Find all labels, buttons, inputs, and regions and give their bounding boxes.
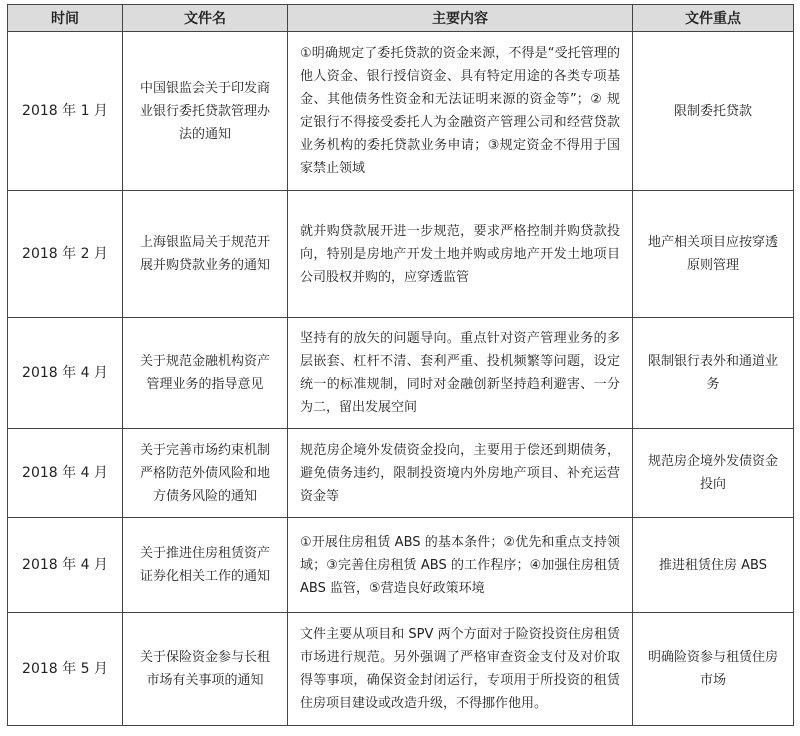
- table-row: [8, 191, 794, 318]
- table-row: [8, 613, 794, 726]
- table-row: [8, 318, 794, 429]
- row-focus: 限制银行表外和通道业务: [633, 318, 794, 429]
- table-row: [8, 429, 794, 518]
- header-focus: 文件重点: [633, 5, 794, 32]
- table-row: [8, 518, 794, 613]
- row-focus: 明确险资参与租赁住房市场: [633, 613, 794, 726]
- row-content: ①开展住房租赁 ABS 的基本条件；②优先和重点支持领域；③完善住房租赁 ABS 的工作程序；④加强住房租赁 ABS 监管，⑤营造良好政策环境: [288, 518, 633, 613]
- row-content: 就并购贷款展开进一步规范，要求严格控制并购贷款投向，特别是房地产开发土地并购或房地产开发土地项目公司股权并购的，应穿透监管: [288, 191, 633, 318]
- header-row: [8, 5, 794, 32]
- row-name: 上海银监局关于规范开展并购贷款业务的通知: [123, 191, 288, 318]
- row-content: ①明确规定了委托贷款的资金来源，不得是“受托管理的他人资金、银行授信资金、具有特定用途的各类专项基金、其他债务性资金和无法证明来源的资金等”；② 规定银行不得接受委托人为金融资产管理公司和经营贷款业务机构的委托贷款业务申请；③规定资金不得用于国家禁止领域: [288, 32, 633, 191]
- row-focus: 地产相关项目应按穿透原则管理: [633, 191, 794, 318]
- row-focus: 规范房企境外发债资金投向: [633, 429, 794, 518]
- row-date: 2018 年 4 月: [8, 518, 123, 613]
- row-content: 文件主要从项目和 SPV 两个方面对于险资投资住房租赁市场进行规范。另外强调了严格审查资金支付及对价取得等事项，确保资金封闭运行，专项用于所投资的租赁住房项目建设或改造升级，不得挪作他用。: [288, 613, 633, 726]
- row-focus: 推进租赁住房 ABS: [633, 518, 794, 613]
- header-name: 文件名: [123, 5, 288, 32]
- table-row: [8, 32, 794, 191]
- header-content: 主要内容: [288, 5, 633, 32]
- row-name: 中国银监会关于印发商业银行委托贷款管理办法的通知: [123, 32, 288, 191]
- row-content: 坚持有的放矢的问题导向。重点针对资产管理业务的多层嵌套、杠杆不清、套利严重、投机频繁等问题，设定统一的标准规制，同时对金融创新坚持趋利避害、一分为二，留出发展空间: [288, 318, 633, 429]
- header-date: 时间: [8, 5, 123, 32]
- row-name: 关于完善市场约束机制严格防范外债风险和地方债务风险的通知: [123, 429, 288, 518]
- row-name: 关于推进住房租赁资产证券化相关工作的通知: [123, 518, 288, 613]
- row-date: 2018 年 2 月: [8, 191, 123, 318]
- row-name: 关于保险资金参与长租市场有关事项的通知: [123, 613, 288, 726]
- row-date: 2018 年 4 月: [8, 318, 123, 429]
- row-date: 2018 年 5 月: [8, 613, 123, 726]
- row-focus: 限制委托贷款: [633, 32, 794, 191]
- row-date: 2018 年 1 月: [8, 32, 123, 191]
- row-name: 关于规范金融机构资产管理业务的指导意见: [123, 318, 288, 429]
- row-date: 2018 年 4 月: [8, 429, 123, 518]
- policy-table: [7, 4, 794, 726]
- row-content: 规范房企境外发债资金投向，主要用于偿还到期债务，避免债务违约，限制投资境内外房地产项目、补充运营资金等: [288, 429, 633, 518]
